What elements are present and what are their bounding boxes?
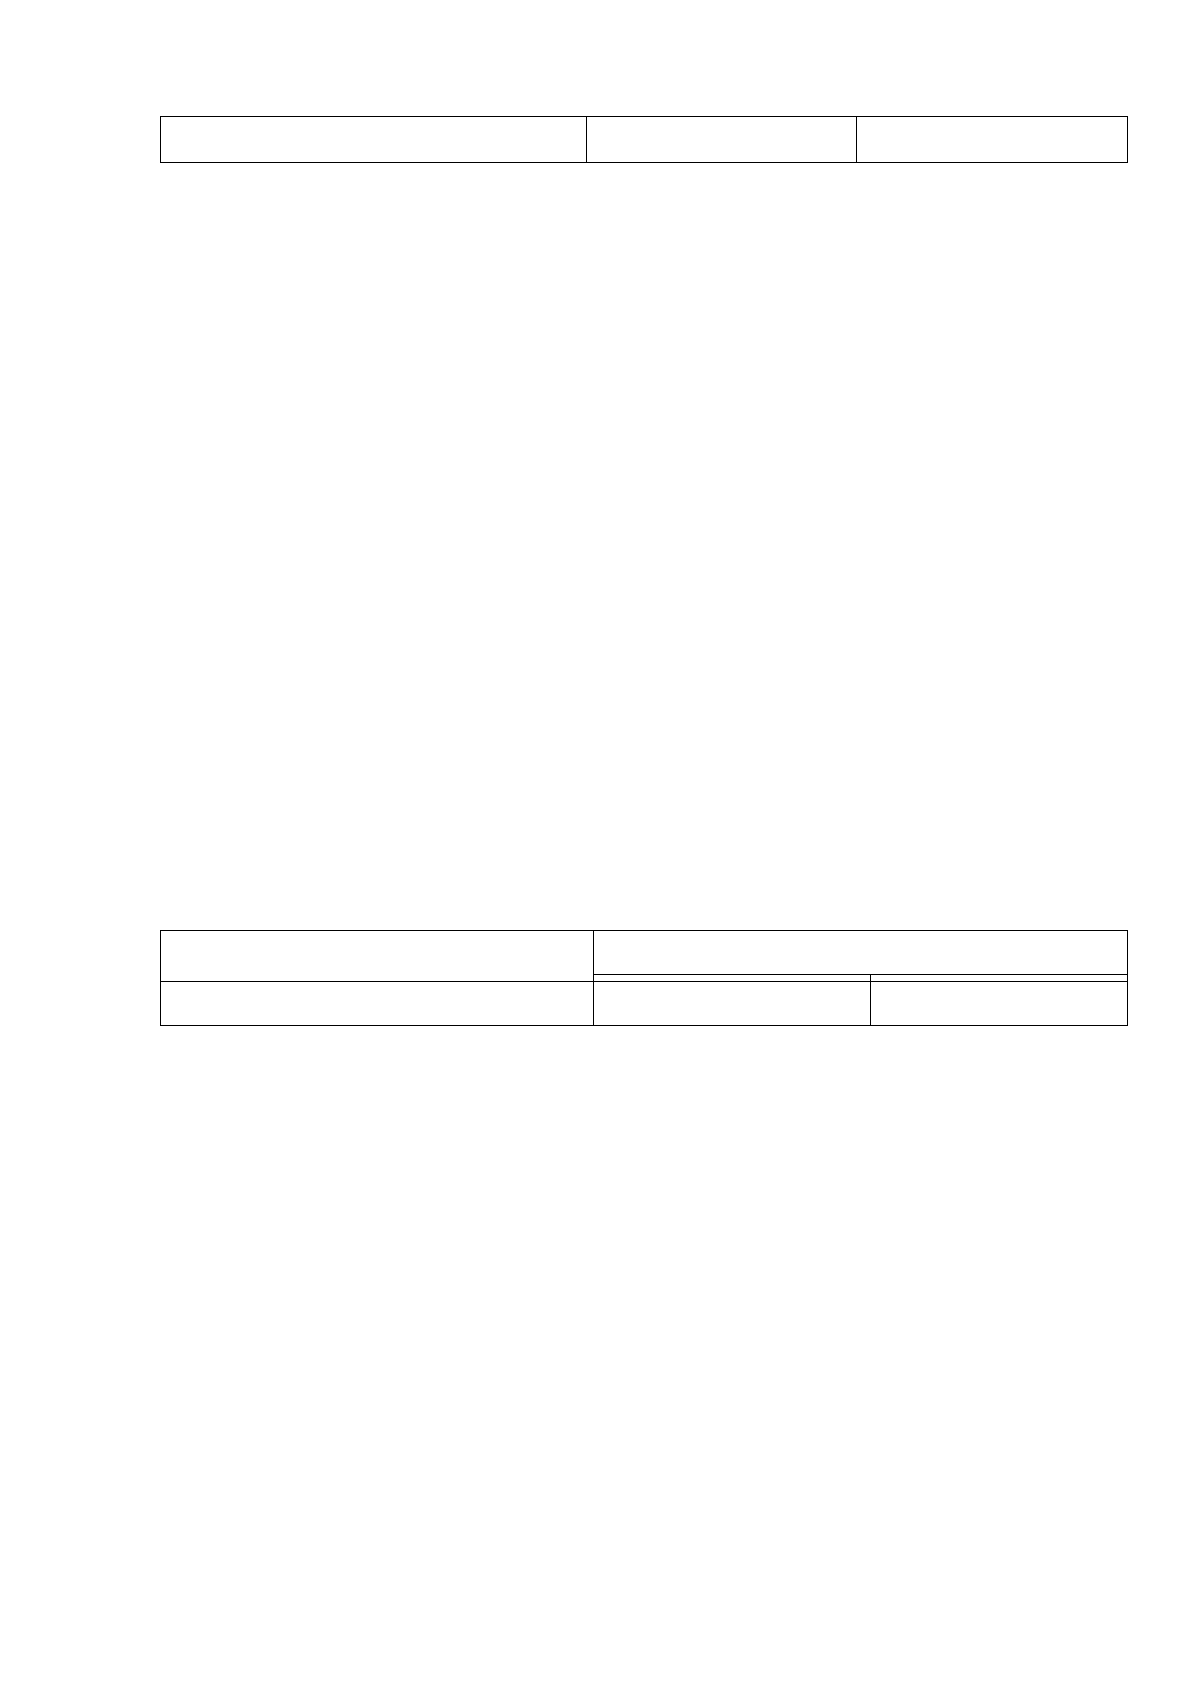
col-85-description [871,975,1128,982]
header-col-82 [587,117,857,163]
group-header [594,931,1128,975]
col-84-description [594,975,871,982]
header-col-a [161,117,587,163]
second-table-header [160,930,1128,1026]
header-col-83 [857,117,1128,163]
index-col-84 [594,982,871,1026]
index-col-a [161,982,594,1026]
top-table-header [160,116,1128,163]
name-column-header [161,931,594,982]
index-col-85 [871,982,1128,1026]
